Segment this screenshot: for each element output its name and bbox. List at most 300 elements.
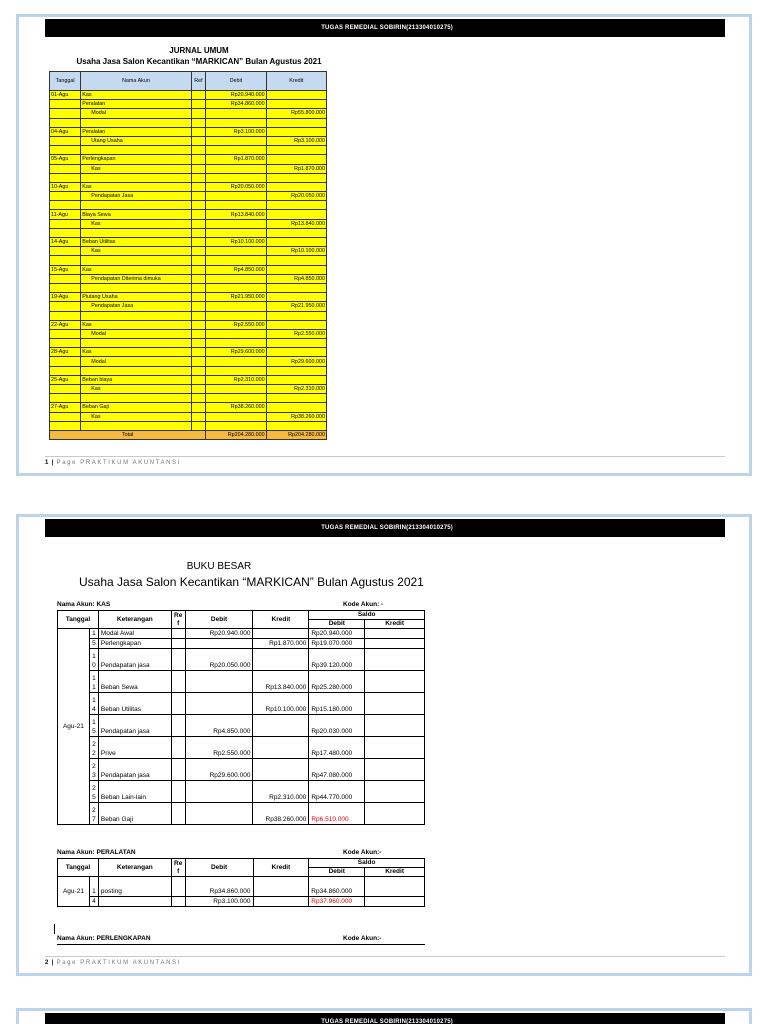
- col-debit: Debit: [206, 72, 266, 91]
- page-number: 1: [45, 460, 49, 466]
- table-row: [50, 109, 327, 118]
- cell-kredit: [266, 91, 326, 100]
- table-row: [50, 348, 327, 357]
- ledger-saldo-kredit: [365, 897, 425, 907]
- header-bar: TUGAS REMEDIAL SOBIRIN(213304010275): [45, 1013, 725, 1024]
- table-row: [50, 274, 327, 283]
- cell-debit: Rp10.100.000: [206, 238, 266, 247]
- col-kredit: Kredit: [266, 72, 326, 91]
- cell-debit: Rp20.940.000: [206, 91, 266, 100]
- peralatan-col-tanggal: Tanggal: [58, 859, 99, 877]
- ledger-day: 4: [89, 897, 98, 907]
- table-row: [50, 100, 327, 109]
- peralatan-body: [58, 877, 425, 907]
- ledger-kredit: [253, 877, 309, 897]
- cell-account: [81, 366, 191, 375]
- page-number: 2: [45, 960, 49, 966]
- ledger-desc: Modal Awal: [98, 629, 171, 639]
- cell-ref: [191, 100, 206, 109]
- jurnal-table: [49, 71, 327, 440]
- cell-kredit: [266, 238, 326, 247]
- footer-text: Page PRAKTIKUM AKUNTANSI: [56, 460, 181, 466]
- ledger-desc: [98, 897, 171, 907]
- cell-ref: [191, 136, 206, 145]
- cell-date: [50, 173, 81, 182]
- cell-ref: [191, 274, 206, 283]
- ledger-day: 14: [89, 693, 98, 715]
- cell-date: 19-Agu: [50, 293, 81, 302]
- ledger-kredit: [253, 715, 309, 737]
- cell-kredit: Rp2.310.000: [266, 385, 326, 394]
- ledger-day: 27: [89, 803, 98, 825]
- table-row: [50, 201, 327, 210]
- ledger-saldo-debit: Rp47.080.000: [309, 759, 365, 781]
- peralatan-col-kredit: Kredit: [253, 859, 309, 877]
- kas-account-code: Kode Akun: -: [343, 601, 384, 608]
- cell-kredit: Rp21.950.000: [266, 302, 326, 311]
- cell-ref: [191, 339, 206, 348]
- ledger-debit: [185, 639, 253, 649]
- ledger-debit: [185, 781, 253, 803]
- ledger-desc: Beban Utilitas: [98, 693, 171, 715]
- table-row: [50, 247, 327, 256]
- cell-debit: Rp1.870.000: [206, 155, 266, 164]
- ledger-ref: [171, 715, 185, 737]
- cell-kredit: [266, 403, 326, 412]
- ledger-day: 25: [89, 781, 98, 803]
- table-row: [50, 311, 327, 320]
- table-row: [50, 412, 327, 421]
- cell-ref: [191, 127, 206, 136]
- ledger-saldo-kredit: [365, 737, 425, 759]
- ledger-saldo-debit: Rp20.030.000: [309, 715, 365, 737]
- cell-ref: [191, 210, 206, 219]
- cell-date: 28-Agu: [50, 348, 81, 357]
- ledger-kredit: Rp2.310.000: [253, 781, 309, 803]
- table-row: [50, 210, 327, 219]
- ledger-desc: Beban Lain-lain: [98, 781, 171, 803]
- ledger-day: 23: [89, 759, 98, 781]
- table-row: [50, 164, 327, 173]
- peralatan-account-name: Nama Akun: PERALATAN: [57, 849, 136, 856]
- cell-ref: [191, 155, 206, 164]
- cell-kredit: [266, 394, 326, 403]
- peralatan-col-debit: Debit: [185, 859, 253, 877]
- page-3: [16, 1008, 752, 1024]
- cell-ref: [191, 302, 206, 311]
- cell-debit: Rp20.050.000: [206, 182, 266, 191]
- cell-date: [50, 118, 81, 127]
- ledger-saldo-kredit: [365, 693, 425, 715]
- cell-kredit: Rp2.550.000: [266, 329, 326, 338]
- jurnal-subtitle: Usaha Jasa Salon Kecantikan “MARKICAN” Bulan Agustus 2021: [76, 57, 322, 66]
- kas-account-name: Nama Akun: KAS: [57, 601, 111, 608]
- cell-kredit: Rp55.800.000: [266, 109, 326, 118]
- ledger-saldo-debit: Rp15.180.000: [309, 693, 365, 715]
- table-row: [50, 366, 327, 375]
- cell-debit: Rp2.550.000: [206, 320, 266, 329]
- ledger-saldo-kredit: [365, 639, 425, 649]
- col-nama-akun: Nama Akun: [81, 72, 191, 91]
- cell-kredit: [266, 265, 326, 274]
- cell-kredit: Rp20.050.000: [266, 192, 326, 201]
- table-row: [50, 91, 327, 100]
- cell-kredit: [266, 311, 326, 320]
- text-cursor: [54, 924, 55, 934]
- cell-kredit: [266, 201, 326, 210]
- ledger-ref: [171, 781, 185, 803]
- jurnal-body: [50, 91, 327, 440]
- cell-date: [50, 412, 81, 421]
- ledger-ref: [171, 649, 185, 671]
- table-row: [50, 357, 327, 366]
- cell-account: Peralatan: [81, 127, 191, 136]
- ledger-debit: Rp34.860.000: [185, 877, 253, 897]
- cell-debit: [206, 421, 266, 430]
- cell-date: [50, 247, 81, 256]
- cell-ref: [191, 265, 206, 274]
- ledger-day: 11: [89, 671, 98, 693]
- cell-account: [81, 421, 191, 430]
- table-row: [58, 715, 425, 737]
- cell-account: [81, 283, 191, 292]
- cell-kredit: [266, 182, 326, 191]
- cell-ref: [191, 219, 206, 228]
- cell-debit: Rp13.840.000: [206, 210, 266, 219]
- jurnal-title: JURNAL UMUM: [169, 46, 229, 55]
- cell-ref: [191, 421, 206, 430]
- ledger-saldo-debit: Rp6.510.000: [309, 803, 365, 825]
- ledger-desc: Perlengkapan: [98, 639, 171, 649]
- table-row: [50, 256, 327, 265]
- ledger-debit: Rp4.850.000: [185, 715, 253, 737]
- cell-account: Peralatan: [81, 100, 191, 109]
- table-row: [50, 385, 327, 394]
- ledger-kredit: [253, 649, 309, 671]
- cell-debit: [206, 357, 266, 366]
- ledger-ref: [171, 737, 185, 759]
- table-row: [58, 877, 425, 897]
- ledger-kredit: [253, 759, 309, 781]
- cell-debit: [206, 228, 266, 237]
- cell-date: [50, 274, 81, 283]
- cell-account: Piutang Usaha: [81, 293, 191, 302]
- cell-account: Modal: [81, 357, 191, 366]
- cell-date: [50, 192, 81, 201]
- page-footer: 2 | Page PRAKTIKUM AKUNTANSI: [45, 956, 725, 966]
- cell-kredit: [266, 348, 326, 357]
- ledger-debit: [185, 803, 253, 825]
- cell-account: [81, 201, 191, 210]
- header-bar: TUGAS REMEDIAL SOBIRIN(213304010275): [45, 519, 725, 537]
- table-row: [50, 238, 327, 247]
- cell-kredit: [266, 100, 326, 109]
- cell-ref: [191, 394, 206, 403]
- cell-kredit: [266, 210, 326, 219]
- cell-ref: [191, 293, 206, 302]
- ledger-saldo-debit: Rp25.280.000: [309, 671, 365, 693]
- ledger-saldo-debit: Rp37.960.000: [309, 897, 365, 907]
- table-row: [50, 265, 327, 274]
- cell-debit: Rp29.600.000: [206, 348, 266, 357]
- cell-account: Kas: [81, 265, 191, 274]
- ledger-debit: [185, 693, 253, 715]
- cell-account: Kas: [81, 320, 191, 329]
- cell-ref: [191, 118, 206, 127]
- cell-ref: [191, 91, 206, 100]
- cell-account: Modal: [81, 329, 191, 338]
- ledger-debit: Rp20.940.000: [185, 629, 253, 639]
- cell-ref: [191, 228, 206, 237]
- ledger-ref: [171, 759, 185, 781]
- cell-date: [50, 201, 81, 210]
- ledger-day: 1: [89, 877, 98, 897]
- cell-kredit: [266, 256, 326, 265]
- cell-date: [50, 109, 81, 118]
- cell-ref: [191, 366, 206, 375]
- cell-account: Kas: [81, 219, 191, 228]
- ledger-debit: [185, 671, 253, 693]
- ledger-day: 5: [89, 639, 98, 649]
- cell-date: 27-Agu: [50, 403, 81, 412]
- table-row: [50, 118, 327, 127]
- cell-account: Kas: [81, 412, 191, 421]
- cell-debit: Rp34.860.000: [206, 100, 266, 109]
- cell-ref: [191, 192, 206, 201]
- table-row: [58, 781, 425, 803]
- total-label: Total: [50, 430, 206, 439]
- cell-account: [81, 339, 191, 348]
- cell-debit: [206, 283, 266, 292]
- cell-debit: Rp2.310.000: [206, 375, 266, 384]
- ledger-ref: [171, 877, 185, 897]
- cell-debit: [206, 366, 266, 375]
- cell-date: 22-Agu: [50, 320, 81, 329]
- cell-ref: [191, 201, 206, 210]
- cell-kredit: [266, 283, 326, 292]
- cell-account: [81, 228, 191, 237]
- ledger-saldo-kredit: [365, 803, 425, 825]
- cell-debit: [206, 302, 266, 311]
- cell-debit: [206, 394, 266, 403]
- table-row: [50, 146, 327, 155]
- cell-date: 11-Agu: [50, 210, 81, 219]
- page-1: [16, 14, 752, 476]
- kas-col-saldo-kredit: Kredit: [365, 620, 425, 629]
- table-row: [50, 219, 327, 228]
- cell-account: Kas: [81, 182, 191, 191]
- cell-ref: [191, 357, 206, 366]
- cell-kredit: Rp29.600.000: [266, 357, 326, 366]
- cell-kredit: [266, 293, 326, 302]
- ledger-desc: Pendapatan jasa: [98, 715, 171, 737]
- ledger-month: Agu-21: [58, 877, 90, 907]
- cell-debit: [206, 118, 266, 127]
- cell-date: [50, 146, 81, 155]
- table-row: [50, 127, 327, 136]
- cell-ref: [191, 109, 206, 118]
- ledger-kredit: Rp10.100.000: [253, 693, 309, 715]
- cell-account: Modal: [81, 109, 191, 118]
- cell-ref: [191, 256, 206, 265]
- ledger-kredit: [253, 737, 309, 759]
- table-row: [58, 759, 425, 781]
- cell-debit: Rp4.850.000: [206, 265, 266, 274]
- peralatan-col-ref: Ref: [171, 859, 185, 877]
- cell-ref: [191, 146, 206, 155]
- ledger-saldo-debit: Rp17.480.000: [309, 737, 365, 759]
- table-row: [50, 192, 327, 201]
- col-ref: Ref: [191, 72, 206, 91]
- cell-date: [50, 394, 81, 403]
- total-debit: Rp204.280.000: [206, 430, 266, 439]
- cell-debit: [206, 256, 266, 265]
- page-footer: 1 | Page PRAKTIKUM AKUNTANSI: [45, 456, 725, 466]
- perlengkapan-account-name: Nama Akun: PERLENGKAPAN: [57, 935, 151, 942]
- cell-account: Utang Usaha: [81, 136, 191, 145]
- cell-ref: [191, 385, 206, 394]
- cell-ref: [191, 173, 206, 182]
- cell-date: [50, 283, 81, 292]
- ledger-day: 10: [89, 649, 98, 671]
- ledger-debit: Rp2.550.000: [185, 737, 253, 759]
- ledger-debit: Rp3.100.000: [185, 897, 253, 907]
- cell-ref: [191, 320, 206, 329]
- perlengkapan-divider: [57, 944, 425, 945]
- col-tanggal: Tanggal: [50, 72, 81, 91]
- cell-date: [50, 164, 81, 173]
- kas-col-ref: Ref: [171, 611, 185, 629]
- ledger-ref: [171, 897, 185, 907]
- ledger-ref: [171, 639, 185, 649]
- table-row: [58, 693, 425, 715]
- cell-date: [50, 100, 81, 109]
- kas-col-saldo-debit: Debit: [309, 620, 365, 629]
- ledger-saldo-kredit: [365, 649, 425, 671]
- total-kredit: Rp204.280.000: [266, 430, 326, 439]
- table-row: [50, 173, 327, 182]
- ledger-day: 1: [89, 629, 98, 639]
- cell-date: [50, 311, 81, 320]
- cell-account: Pendapatan Jasa: [81, 192, 191, 201]
- kas-ledger-table: [57, 610, 425, 825]
- cell-date: [50, 366, 81, 375]
- ledger-day: 22: [89, 737, 98, 759]
- cell-kredit: Rp13.840.000: [266, 219, 326, 228]
- jurnal-header-row: [50, 72, 327, 91]
- table-row: [50, 339, 327, 348]
- ledger-saldo-kredit: [365, 715, 425, 737]
- cell-date: [50, 385, 81, 394]
- cell-account: Biaya Sewa: [81, 210, 191, 219]
- ledger-desc: Pendapatan jasa: [98, 649, 171, 671]
- cell-account: Pendapatan Jasa: [81, 302, 191, 311]
- cell-ref: [191, 348, 206, 357]
- table-row: [50, 293, 327, 302]
- cell-debit: [206, 412, 266, 421]
- cell-kredit: Rp3.100.000: [266, 136, 326, 145]
- cell-date: 10-Agu: [50, 182, 81, 191]
- ledger-desc: posting: [98, 877, 171, 897]
- table-row: [50, 403, 327, 412]
- peralatan-col-saldo: Saldo: [309, 859, 425, 868]
- table-row: [50, 302, 327, 311]
- cell-debit: [206, 339, 266, 348]
- buku-besar-subtitle: Usaha Jasa Salon Kecantikan “MARKICAN” Bulan Agustus 2021: [79, 575, 424, 589]
- table-row: [58, 649, 425, 671]
- cell-account: Kas: [81, 164, 191, 173]
- table-row: [50, 136, 327, 145]
- cell-kredit: [266, 173, 326, 182]
- cell-account: Kas: [81, 247, 191, 256]
- kas-col-keterangan: Keterangan: [98, 611, 171, 629]
- cell-ref: [191, 164, 206, 173]
- header-bar: TUGAS REMEDIAL SOBIRIN(213304010275): [45, 19, 725, 37]
- cell-account: Beban biaya: [81, 375, 191, 384]
- cell-account: Pendapatan Diterima dimuka: [81, 274, 191, 283]
- cell-ref: [191, 238, 206, 247]
- cell-debit: [206, 247, 266, 256]
- cell-date: [50, 421, 81, 430]
- cell-date: [50, 256, 81, 265]
- cell-kredit: [266, 320, 326, 329]
- table-row: [58, 803, 425, 825]
- cell-account: [81, 118, 191, 127]
- cell-account: Kas: [81, 91, 191, 100]
- buku-besar-title: BUKU BESAR: [186, 561, 252, 572]
- cell-ref: [191, 247, 206, 256]
- cell-debit: [206, 173, 266, 182]
- ledger-ref: [171, 693, 185, 715]
- peralatan-col-saldo-kredit: Kredit: [365, 868, 425, 877]
- ledger-saldo-debit: Rp39.120.000: [309, 649, 365, 671]
- table-row: [50, 155, 327, 164]
- cell-account: [81, 256, 191, 265]
- cell-kredit: [266, 228, 326, 237]
- cell-date: [50, 219, 81, 228]
- cell-debit: [206, 274, 266, 283]
- total-row: [50, 430, 327, 439]
- ledger-saldo-debit: Rp44.770.000: [309, 781, 365, 803]
- cell-date: [50, 329, 81, 338]
- cell-ref: [191, 375, 206, 384]
- table-row: [58, 671, 425, 693]
- ledger-saldo-debit: Rp19.070.000: [309, 639, 365, 649]
- cell-account: Perlengkapan: [81, 155, 191, 164]
- table-row: [50, 182, 327, 191]
- peralatan-account-code: Kode Akun:-: [343, 849, 382, 856]
- cell-date: [50, 136, 81, 145]
- cell-ref: [191, 403, 206, 412]
- cell-debit: Rp38.260.000: [206, 403, 266, 412]
- cell-kredit: [266, 339, 326, 348]
- cell-debit: [206, 219, 266, 228]
- kas-col-kredit: Kredit: [253, 611, 309, 629]
- cell-date: 15-Agu: [50, 265, 81, 274]
- cell-date: 05-Agu: [50, 155, 81, 164]
- ledger-kredit: Rp38.260.000: [253, 803, 309, 825]
- ledger-desc: Beban Gaji: [98, 803, 171, 825]
- ledger-saldo-kredit: [365, 759, 425, 781]
- cell-ref: [191, 311, 206, 320]
- cell-account: Kas: [81, 348, 191, 357]
- cell-kredit: [266, 127, 326, 136]
- cell-date: [50, 339, 81, 348]
- peralatan-ledger-table: [57, 858, 425, 907]
- cell-kredit: [266, 146, 326, 155]
- ledger-saldo-debit: Rp20.940.000: [309, 629, 365, 639]
- ledger-saldo-kredit: [365, 781, 425, 803]
